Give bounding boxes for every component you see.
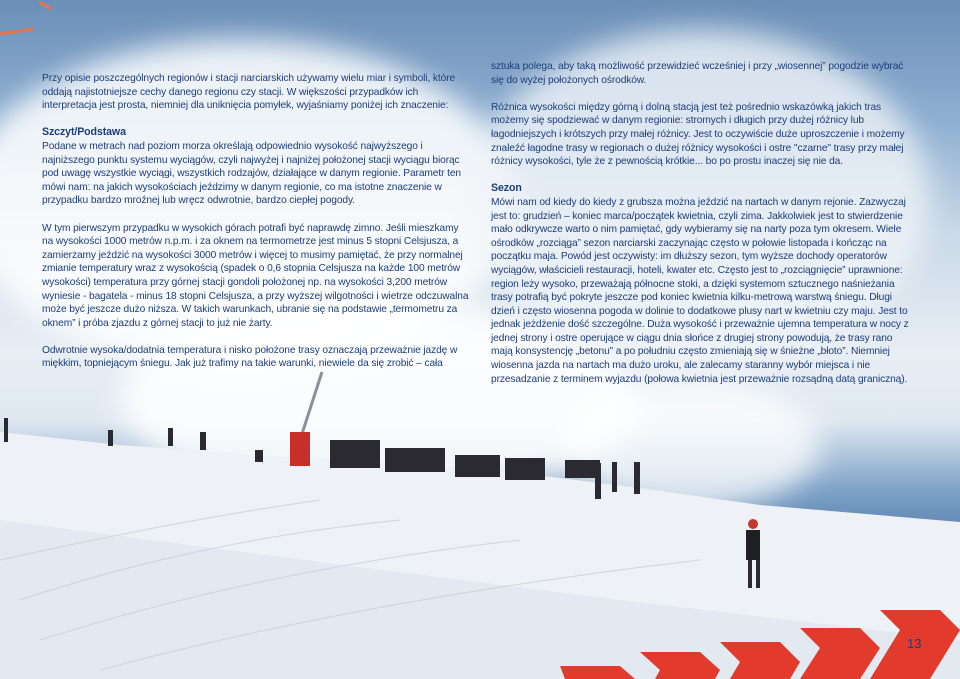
paragraph: Mówi nam od kiedy do kiedy z grubsza można jeździć na nartach w danym rejonie. Zazwyczaj jest to: grudzień – koniec marca/początek kwietnia, czyli zima. Jakkolwiek jest to stwierdzenie mało odkrywcze warto o nim pamiętać, gdy wybieramy się na narty poza tym okresem. Wiele ośrodków „rozciąga” sezon narciarski zaczynając często w połowie listopada i kończąc na początku maja. Powód jest oczywisty: im dłuższy sezon, tym wyższe dochody operatorów wyciągów, właścicieli restauracji, hoteli, kwater etc. Często jest to „rozciągnięcie” uprawnione: region leży wysoko, przeważają północne stoki, a dzięki systemom sztucznego naśnieżania trasy potrafią być pokryte jeszcze pod koniec kwietnia kilku-metrową warstwą śniegu. Długi dzień i często wiosenna pogoda w dolinie to dodatkowe plusy nart w kwietniu czy maju. Jest to jednak jeżdżenie dość szczególne. Duża wysokość i przeważnie ujemna temperatura w nocy z jednej strony i ostre operujące w ciągu dnia słońce z drugiej strony powodują, że trasy rano mają konsystencję „betonu” a po południu często zmieniają się w śnieżne „błoto”. Niemniej wiosenna jazda na nartach ma dużo uroku, ale zalecamy staranny wybór miejsca i nie przesadzanie z terminem wyjazdu (połowa kwietnia jest przeważnie rozsądną datą graniczną).	[491, 196, 909, 385]
left-text-column	[42, 72, 472, 385]
right-text-column	[491, 60, 916, 400]
page-number: 13	[907, 636, 922, 651]
section-heading-peak-base: Szczyt/Podstawa	[42, 126, 126, 139]
intro-paragraph: Przy opisie poszczególnych regionów i stacji narciarskich używamy wielu miar i symboli, które oddają najistotniejsze cechy danego regionu czy stacji. W większości przypadków ich interpretacja jest prosta, niemniej dla uniknięcia pomyłek, wyjaśniamy poniżej ich znaczenie:	[42, 73, 456, 112]
lift-station	[290, 432, 310, 466]
paragraph: Podane w metrach nad poziom morza określają odpowiednio wysokość najwyższego i najniższego punktu systemu wyciągów, czyli najwyżej i najniżej położonej stacji wyciągu biorąc pod uwagę wszystkie wyciągi, wszystkich rodzajów, działające w danym regionie. Parametr ten mówi nam: na jakich wysokościach jeździmy w danym regionie, co ma istotne znaczenie w przypadku bardzo mroźnej lub wręcz odwrotnie, bardzo ciepłej pogody.	[42, 140, 461, 207]
paragraph: Różnica wysokości między górną i dolną stacją jest też pośrednio wskazówką jakich tras możemy się spodziewać w danym regionie: stromych i długich przy dużej różnicy lub łagodniejszych i krótszych przy małej różnicy. Jest to oczywiście duże uproszczenie i możemy znaleźć łagodne trasy w regionach o dużej różnicy wysokości i ostre "czarne" trasy przy małej różnicy wysokości, tyle że z pewnością krótkie... bo po prostu inaczej się nie da.	[491, 101, 905, 168]
paragraph: sztuka polega, aby taką możliwość przewidzieć wcześniej i przy „wiosennej” pogodzie wybrać się do wyżej położonych ośrodków.	[491, 61, 904, 86]
paragraph: Odwrotnie wysoka/dodatnia temperatura i nisko położone trasy oznaczają przeważnie jazdę w miękkim, topniejącym śniegu. Jak już trafimy na takie warunki, niewiele da się zrobić – cała	[42, 344, 458, 370]
chevron-decor-icon	[520, 600, 960, 679]
section-heading-season: Sezon	[491, 182, 522, 195]
paragraph: W tym pierwszym przypadku w wysokich górach potrafi być naprawdę zimno. Jeśli mieszkamy na wysokości 1000 metrów n.p.m. i za oknem na termometrze jest minus 5 stopni Celsjusza, a zamierzamy jeździć na wysokości 3000 metrów i więcej to musimy pamiętać, że przy normalnej zmianie temperatury wraz z wysokością (spadek o 0,6 stopnia Celsjusza na każde 100 metrów wysokości) temperatura przy górnej stacji gondoli położonej np. na wysokości 3,200 metrów wyniesie - bagatela - minus 18 stopni Celsjusza, a przy wyższej wilgotności i wietrze odczuwalna może być jeszcze dużo niższa. W takich warunkach, ubranie się na podstawie „termometru za oknem” i próba zjazdu z górnej stacji to już nie żarty.	[42, 222, 469, 329]
